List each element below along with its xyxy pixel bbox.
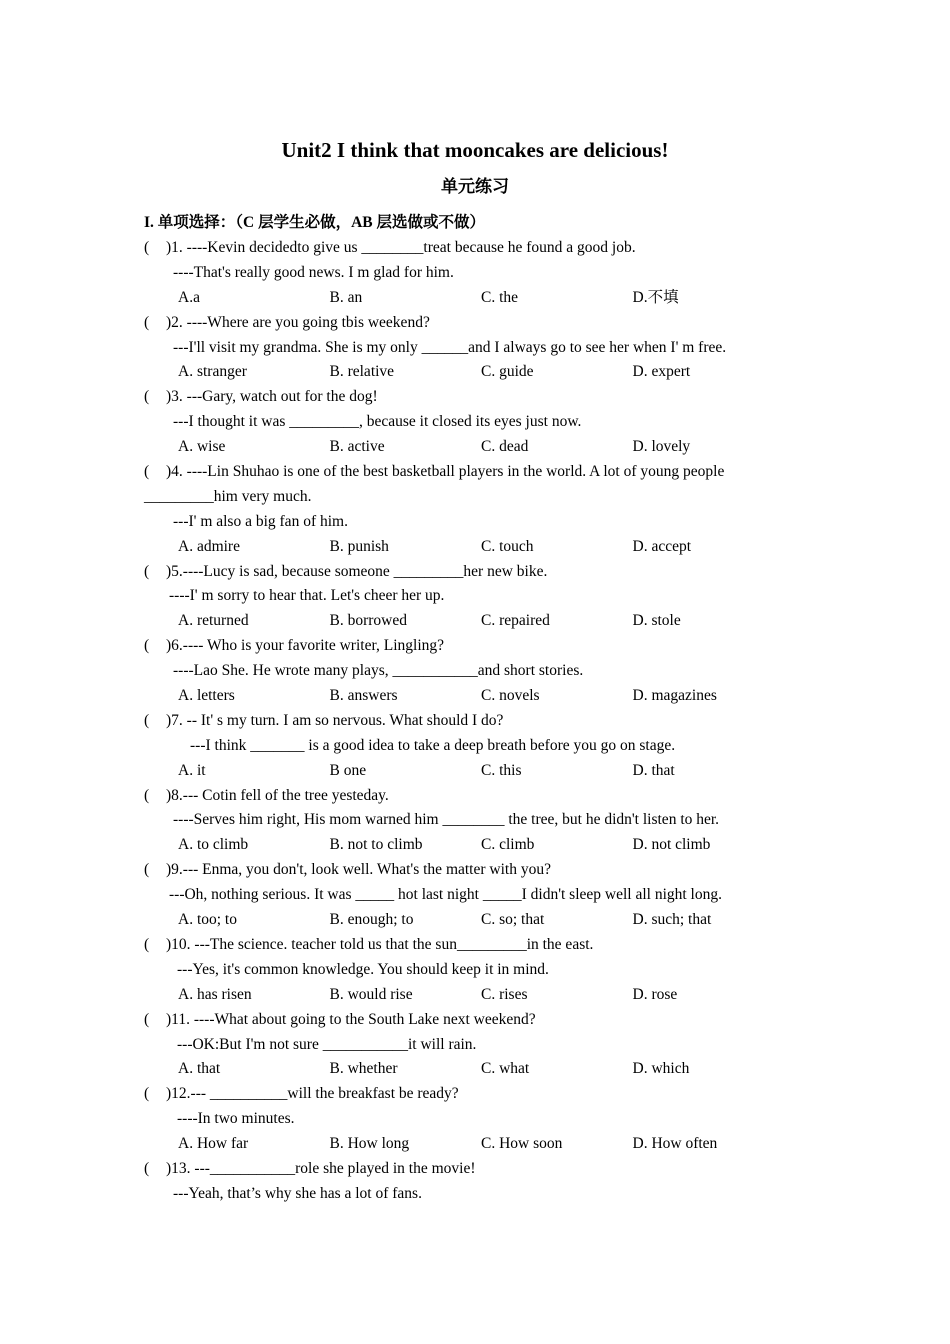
question-text: )12.--- __________will the breakfast be ready? xyxy=(166,1085,459,1103)
question-4 xyxy=(144,460,784,485)
answer-paren: ( xyxy=(144,388,150,406)
question-5 xyxy=(144,560,784,585)
question-options xyxy=(144,759,784,784)
question-options xyxy=(144,286,784,311)
question-text: )3. ---Gary, watch out for the dog! xyxy=(166,388,378,406)
option-c: C. climb xyxy=(481,836,535,854)
question-reply: ----In two minutes. xyxy=(177,1110,295,1128)
question-list xyxy=(144,236,784,1207)
question-options xyxy=(144,535,784,560)
question-options xyxy=(144,1132,784,1157)
answer-paren: ( xyxy=(144,1159,150,1177)
question-reply: ---I' m also a big fan of him. xyxy=(173,512,348,530)
option-a: A. to climb xyxy=(178,836,249,854)
option-a: A. stranger xyxy=(178,363,247,381)
question-reply: ---OK:But I'm not sure ___________it will rain. xyxy=(177,1035,477,1053)
option-d: D. such; that xyxy=(632,911,712,929)
answer-paren: ( xyxy=(144,711,150,729)
option-d: D. How often xyxy=(632,1135,718,1153)
page-title: Unit2 I think that mooncakes are delicious! xyxy=(281,138,669,162)
answer-paren: ( xyxy=(144,786,150,804)
question-9 xyxy=(144,858,784,883)
question-text: )6.---- Who is your favorite writer, Lingling? xyxy=(166,637,445,655)
option-b: B. borrowed xyxy=(329,612,407,630)
option-b: B. whether xyxy=(329,1060,398,1078)
question-text: )8.--- Cotin fell of the tree yesteday. xyxy=(166,786,389,804)
question-text: )4. ----Lin Shuhao is one of the best basketball players in the world. A lot of young people xyxy=(166,463,725,481)
option-c: C. How soon xyxy=(481,1135,563,1153)
question-11 xyxy=(144,1008,784,1033)
question-options xyxy=(144,435,784,460)
question-text: )7. -- It' s my turn. I am so nervous. What should I do? xyxy=(166,711,504,729)
option-d: D. magazines xyxy=(632,687,717,705)
option-c: C. repaired xyxy=(481,612,550,630)
answer-paren: ( xyxy=(144,637,150,655)
question-text: )2. ----Where are you going tbis weekend? xyxy=(166,313,430,331)
option-c: C. touch xyxy=(481,537,534,555)
question-options xyxy=(144,1057,784,1082)
question-7 xyxy=(144,709,784,734)
option-c: C. the xyxy=(481,288,519,306)
option-a: A. returned xyxy=(178,612,249,630)
option-d: D. accept xyxy=(632,537,692,555)
question-10 xyxy=(144,933,784,958)
answer-paren: ( xyxy=(144,1085,150,1103)
question-13 xyxy=(144,1157,784,1182)
question-options xyxy=(144,908,784,933)
page-subtitle: 单元练习 xyxy=(441,177,509,196)
option-b: B. relative xyxy=(329,363,395,381)
option-b: B. would rise xyxy=(329,985,413,1003)
option-d: D. rose xyxy=(632,985,678,1003)
option-d: D. that xyxy=(632,761,675,779)
answer-paren: ( xyxy=(144,861,150,879)
option-a: A. it xyxy=(178,761,206,779)
question-reply: ----Serves him right, His mom warned him ________ the tree, but he didn't listen to her. xyxy=(173,811,720,829)
option-c: C. dead xyxy=(481,438,529,456)
option-b: B. punish xyxy=(329,537,389,555)
option-c: C. this xyxy=(481,761,522,779)
question-3 xyxy=(144,385,784,410)
question-text: )10. ---The science. teacher told us that the sun_________in the east. xyxy=(166,935,594,953)
option-d: D.不填 xyxy=(632,288,679,306)
question-continuation: _________him very much. xyxy=(144,487,312,505)
question-text: )11. ----What about going to the South Lake next weekend? xyxy=(166,1010,536,1028)
question-text: )13. ---___________role she played in the movie! xyxy=(166,1159,476,1177)
section-heading: I. 单项选择：（C 层学生必做，AB 层选做或不做） xyxy=(144,214,486,231)
option-a: A. letters xyxy=(178,687,235,705)
question-text: )9.--- Enma, you don't, look well. What's the matter with you? xyxy=(166,861,551,879)
question-options xyxy=(144,983,784,1008)
question-options xyxy=(144,360,784,385)
option-a: A. too; to xyxy=(178,911,237,929)
option-b: B. enough; to xyxy=(329,911,414,929)
question-options xyxy=(144,833,784,858)
option-a: A. admire xyxy=(178,537,240,555)
option-a: A. that xyxy=(178,1060,221,1078)
option-d: D. which xyxy=(632,1060,690,1078)
option-b: B. How long xyxy=(329,1135,410,1153)
question-reply: ----That's really good news. I m glad for him. xyxy=(173,263,454,281)
option-d: D. stole xyxy=(632,612,681,630)
question-6 xyxy=(144,634,784,659)
option-c: C. what xyxy=(481,1060,530,1078)
option-c: C. rises xyxy=(481,985,528,1003)
question-options xyxy=(144,684,784,709)
question-reply: ---I think _______ is a good idea to take a deep breath before you go on stage. xyxy=(190,736,676,754)
answer-paren: ( xyxy=(144,463,150,481)
answer-paren: ( xyxy=(144,313,150,331)
option-d: D. expert xyxy=(632,363,691,381)
answer-paren: ( xyxy=(144,1010,150,1028)
answer-paren: ( xyxy=(144,935,150,953)
question-1 xyxy=(144,236,784,261)
question-reply: ---I'll visit my grandma. She is my only ______and I always go to see her when I' m free. xyxy=(173,338,727,356)
answer-paren: ( xyxy=(144,239,150,256)
question-text: )1. ----Kevin decidedto give us ________treat because he found a good job. xyxy=(166,239,636,256)
option-c: C. novels xyxy=(481,687,540,705)
question-2 xyxy=(144,311,784,336)
option-d: D. not climb xyxy=(632,836,711,854)
answer-paren: ( xyxy=(144,562,150,580)
question-options xyxy=(144,609,784,634)
question-8 xyxy=(144,784,784,809)
option-b: B. answers xyxy=(329,687,398,705)
option-a: A. has risen xyxy=(178,985,252,1003)
question-text: )5.----Lucy is sad, because someone _________her new bike. xyxy=(166,562,548,580)
question-reply: ----Lao She. He wrote many plays, ___________and short stories. xyxy=(173,662,584,680)
question-reply: ---Yes, it's common knowledge. You should keep it in mind. xyxy=(177,960,549,978)
option-a: A. How far xyxy=(178,1135,249,1153)
question-reply: ---Yeah, that’s why she has a lot of fans. xyxy=(173,1184,422,1202)
option-b: B one xyxy=(329,761,367,779)
question-reply: ----I' m sorry to hear that. Let's cheer her up. xyxy=(169,587,445,605)
option-a: A.a xyxy=(178,288,200,306)
question-12 xyxy=(144,1082,784,1107)
option-c: C. so; that xyxy=(481,911,545,929)
option-d: D. lovely xyxy=(632,438,691,456)
option-b: B. an xyxy=(329,288,363,306)
option-b: B. not to climb xyxy=(329,836,423,854)
option-c: C. guide xyxy=(481,363,534,381)
option-a: A. wise xyxy=(178,438,226,456)
question-reply: ---I thought it was _________, because it closed its eyes just now. xyxy=(173,413,582,431)
question-reply: ---Oh, nothing serious. It was _____ hot last night _____I didn't sleep well all night long. xyxy=(169,886,722,904)
option-b: B. active xyxy=(329,438,385,456)
